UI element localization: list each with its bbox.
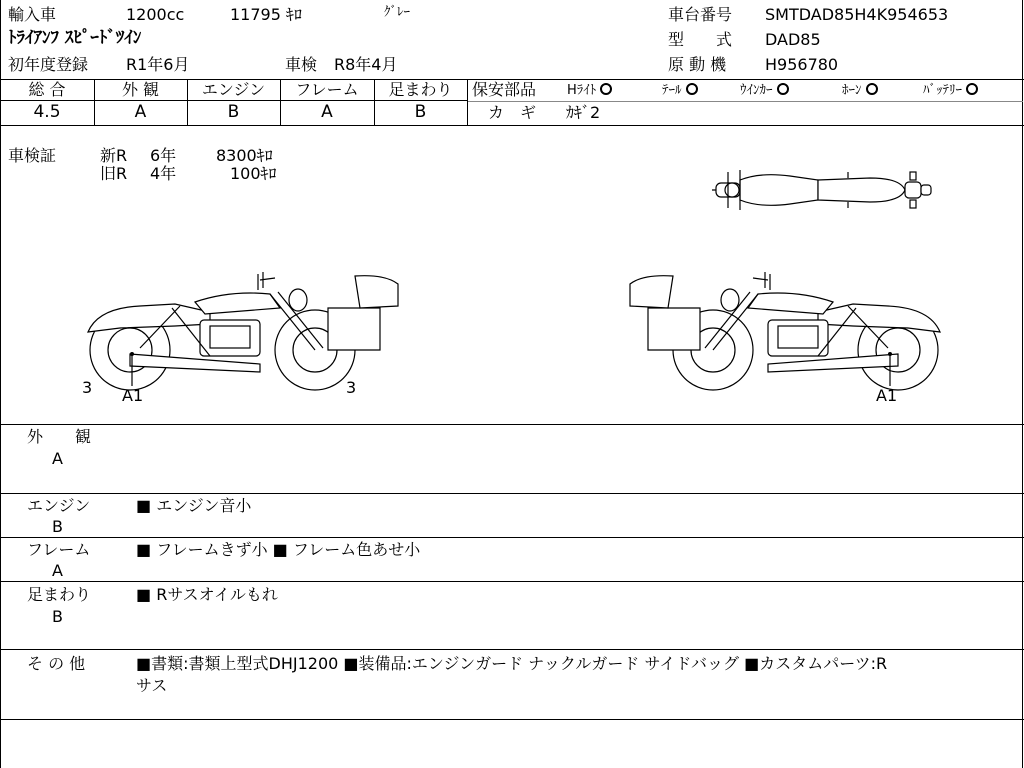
detail-other-note-line2: サス — [136, 676, 168, 695]
motorcycle-right-side-diagram — [618, 268, 948, 386]
detail-engine-note: ■ エンジン音小 — [136, 496, 252, 515]
details-line-5 — [0, 649, 1024, 650]
tail-label: ﾃｰﾙ — [662, 83, 682, 98]
shaken-old-label: 旧R — [100, 164, 128, 183]
exterior-value: A — [134, 102, 147, 122]
overall-label: 総 合 — [28, 80, 66, 99]
winker-label: ｳｲﾝｶｰ — [740, 83, 773, 98]
shaken-new-label: 新R — [100, 146, 128, 165]
left-rear-mark: 3 — [346, 378, 357, 397]
safety-parts-label: 保安部品 — [472, 80, 537, 99]
detail-frame-note: ■ フレームきず小 ■ フレーム色あせ小 — [136, 540, 421, 559]
left-front-mark: 3 — [82, 378, 93, 397]
first-registration-value: R1年6月 — [126, 55, 190, 74]
headlight-label: Hﾗｲﾄ — [567, 83, 597, 98]
first-registration-label: 初年度登録 — [8, 55, 89, 74]
detail-other-label: そ の 他 — [27, 654, 86, 673]
tail-ok-circle-icon — [686, 83, 698, 95]
key-label: カ ギ — [488, 103, 537, 122]
model-name: ﾄﾗｲｱﾝﾌ ｽﾋﾟｰﾄﾞﾂｲﾝ — [8, 28, 142, 48]
motorcycle-top-view-diagram — [700, 166, 940, 216]
score-table-mid-line — [0, 100, 467, 101]
details-bottom-line — [0, 719, 1024, 720]
frame-label: フレーム — [295, 80, 359, 99]
details-line-2 — [0, 493, 1024, 494]
overall-value: 4.5 — [33, 102, 61, 122]
detail-engine-grade: B — [52, 517, 63, 536]
horn-label: ﾎｰﾝ — [842, 83, 862, 98]
detail-other-note-line1: ■書類:書類上型式DHJ1200 ■装備品:エンジンガード ナックルガード サイドバッグ ■カスタムパーツ:R — [136, 654, 888, 673]
color: ｸﾞﾚｰ — [384, 5, 410, 20]
winker-ok-circle-icon — [777, 83, 789, 95]
battery-label: ﾊﾞｯﾃﾘｰ — [923, 83, 962, 98]
exterior-label: 外 観 — [121, 80, 160, 99]
frame-right-border — [1022, 0, 1023, 768]
displacement: 1200cc — [126, 5, 185, 24]
detail-suspension-note: ■ Rサスオイルもれ — [136, 585, 278, 604]
horn-ok-circle-icon — [866, 83, 878, 95]
left-pointer-mark: A1 — [122, 386, 144, 405]
suspension-value: B — [414, 102, 427, 122]
detail-suspension-grade: B — [52, 607, 63, 626]
key-value: ｶｷﾞ2 — [566, 103, 601, 122]
engine-number-value: H956780 — [765, 55, 839, 74]
safety-headlight — [567, 83, 612, 97]
inspection-label: 車検 — [285, 55, 318, 74]
frame-value: A — [321, 102, 333, 122]
score-divider-5 — [467, 79, 468, 125]
import-label: 輸入車 — [8, 5, 57, 24]
battery-ok-circle-icon — [966, 83, 978, 95]
safety-horn — [842, 83, 878, 97]
detail-frame-label: フレーム — [27, 540, 91, 559]
detail-exterior-label: 外 観 — [27, 427, 92, 446]
shaken-new-km: 8300ｷﾛ — [216, 146, 273, 165]
safety-battery — [923, 83, 978, 97]
safety-tail — [662, 83, 698, 97]
shaken-old-year: 4年 — [150, 164, 177, 183]
headlight-ok-circle-icon — [600, 83, 612, 95]
shaken-old-km: 100ｷﾛ — [230, 164, 277, 183]
motorcycle-left-side-diagram — [80, 268, 410, 386]
shaken-new-year: 6年 — [150, 146, 177, 165]
engine-value: B — [227, 102, 240, 122]
score-table-bottom-line — [0, 125, 1024, 126]
chassis-number-value: SMTDAD85H4K954653 — [765, 5, 949, 24]
details-line-3 — [0, 537, 1024, 538]
details-top-line — [0, 424, 1024, 425]
detail-exterior-grade: A — [52, 449, 63, 468]
engine-number-label: 原 動 機 — [668, 55, 727, 74]
chassis-number-label: 車台番号 — [668, 5, 733, 24]
mileage: 11795 ｷﾛ — [230, 5, 302, 24]
detail-engine-label: エンジン — [27, 496, 91, 515]
right-pointer-mark: A1 — [876, 386, 898, 405]
safety-winker — [740, 83, 789, 97]
suspension-label: 足まわり — [388, 80, 453, 99]
shaken-label: 車検証 — [8, 146, 57, 165]
inspection-value: R8年4月 — [334, 55, 398, 74]
detail-suspension-label: 足まわり — [27, 585, 92, 604]
detail-frame-grade: A — [52, 561, 63, 580]
model-type-value: DAD85 — [765, 30, 821, 49]
details-line-4 — [0, 581, 1024, 582]
engine-label: エンジン — [201, 80, 266, 99]
safety-mid-line — [467, 101, 1023, 102]
model-type-label: 型 式 — [668, 30, 733, 49]
